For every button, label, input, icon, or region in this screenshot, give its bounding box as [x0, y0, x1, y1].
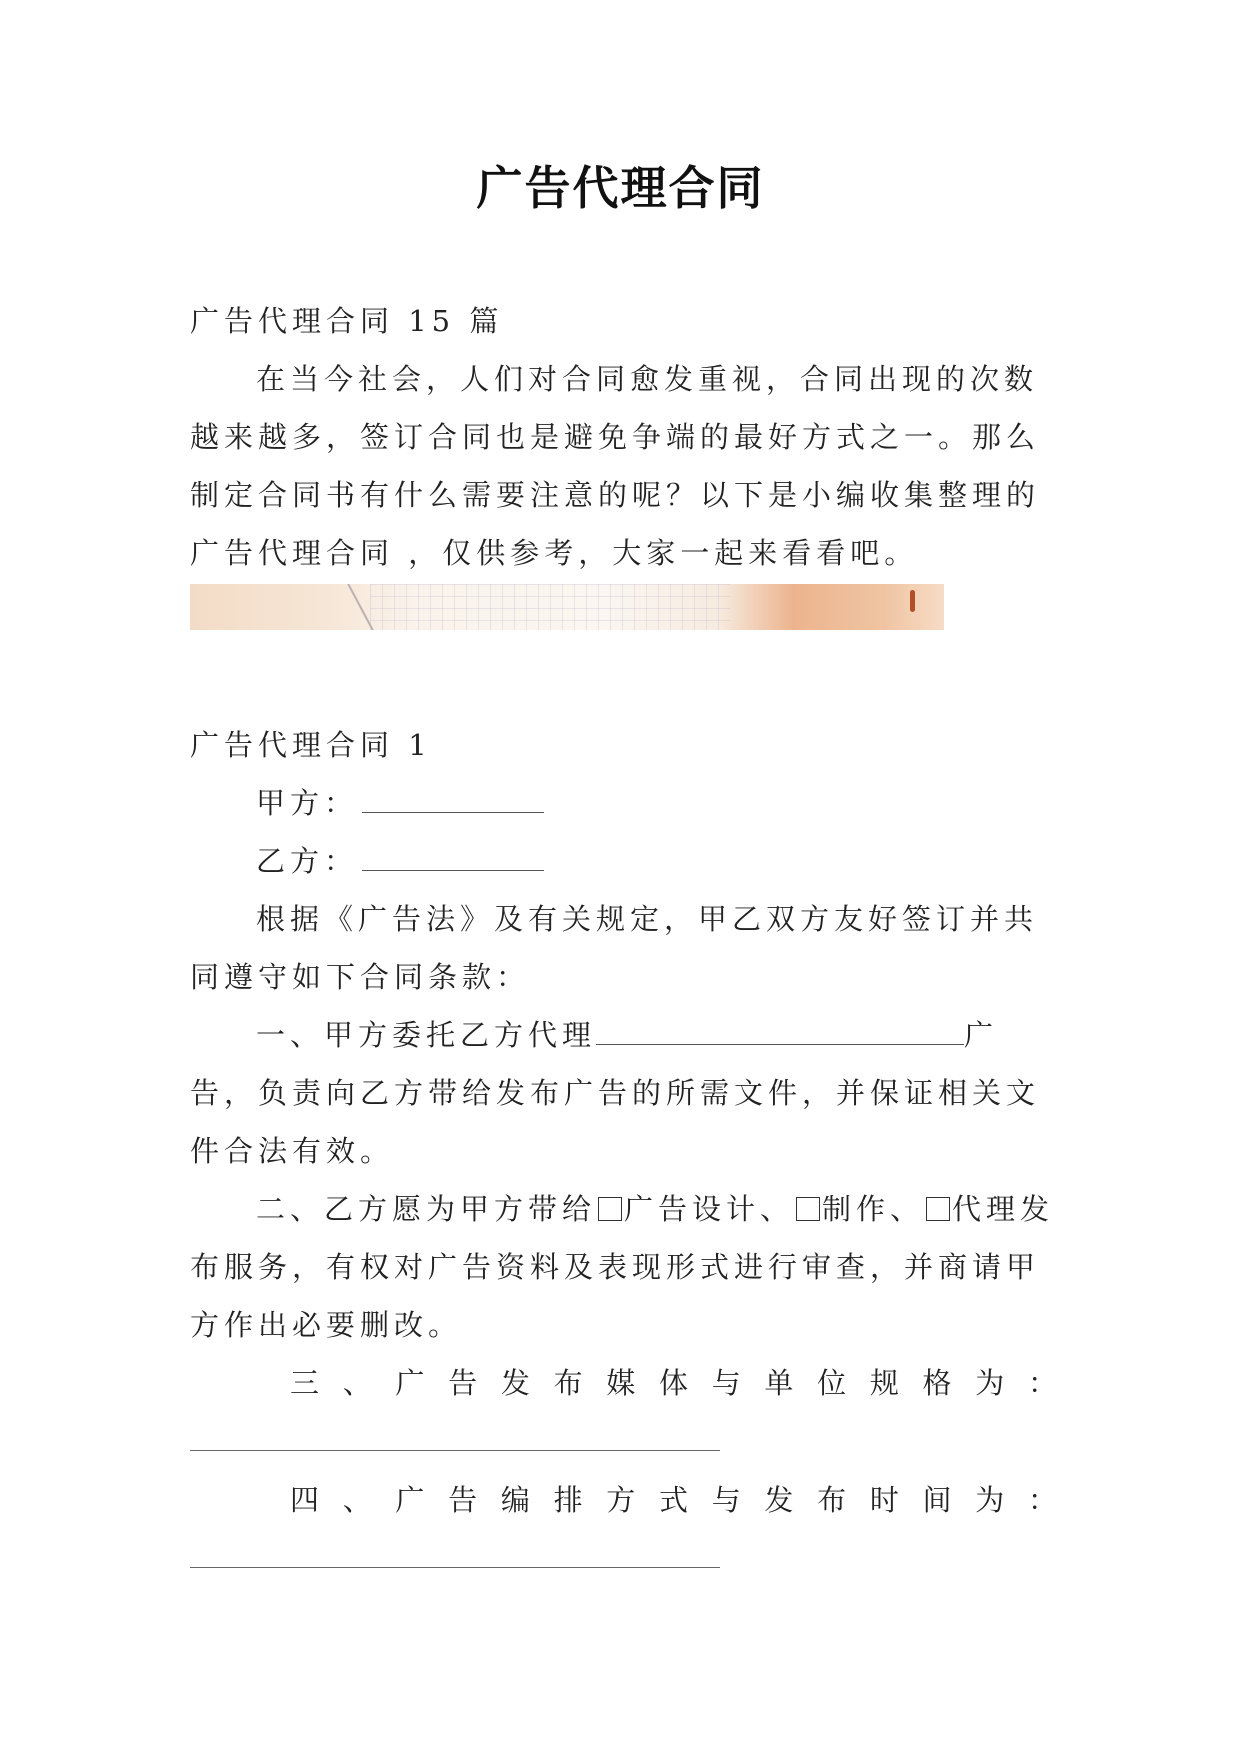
document-subtitle: 广告代理合同 15 篇 — [190, 304, 504, 338]
clause-1-end: 广告，负责向乙方带给发布广告的所需文件，并保证相关文件合法有效。 — [190, 1018, 1041, 1168]
design-checkbox[interactable] — [598, 1197, 622, 1221]
clause-2-part3: 制作、 — [822, 1192, 925, 1226]
party-a-blank[interactable] — [362, 792, 544, 813]
party-a-line — [190, 774, 1062, 832]
party-b-blank[interactable] — [362, 850, 544, 871]
party-a-label: 甲方： — [256, 786, 359, 820]
document-body — [190, 292, 1062, 1588]
photo-accent-mark — [910, 590, 915, 612]
photo-notebook-grid — [370, 584, 730, 630]
clause-3-blank[interactable] — [190, 1412, 720, 1451]
publishing-checkbox[interactable] — [926, 1197, 950, 1221]
clause-2-part4: 代理发布服务，有权对广告资料及表现形式进行审查，并商请甲方作出必要删改。 — [190, 1192, 1055, 1342]
header-photo — [190, 584, 944, 630]
clause-2-part2: 广告设计、 — [624, 1192, 795, 1226]
clause-2 — [190, 1180, 1062, 1354]
preamble-paragraph: 根据《广告法》及有关规定，甲乙双方友好签订并共同遵守如下合同条款： — [190, 902, 1039, 994]
section-heading: 广告代理合同 1 — [190, 728, 432, 762]
clause-1-blank[interactable] — [596, 1024, 964, 1045]
clause-4: 四、广告编排方式与发布时间为： — [290, 1483, 1062, 1517]
party-b-line — [190, 832, 1062, 890]
clause-4-blank[interactable] — [190, 1529, 720, 1568]
clause-2-part1: 二、乙方愿为甲方带给 — [256, 1192, 597, 1226]
document-title: 广告代理合同 — [476, 161, 765, 215]
clause-1-start: 一、甲方委托乙方代理 — [256, 1018, 597, 1052]
clause-3: 三、广告发布媒体与单位规格为： — [290, 1366, 1062, 1400]
production-checkbox[interactable] — [796, 1197, 820, 1221]
party-b-label: 乙方： — [256, 844, 359, 878]
clause-1 — [190, 1006, 1062, 1180]
intro-paragraph: 在当今社会，人们对合同愈发重视，合同出现的次数越来越多，签订合同也是避免争端的最好方式之一。那么制定合同书有什么需要注意的呢？以下是小编收集整理的广告代理合同 ，仅供参考，大家一起来看看吧。 — [190, 362, 1041, 570]
